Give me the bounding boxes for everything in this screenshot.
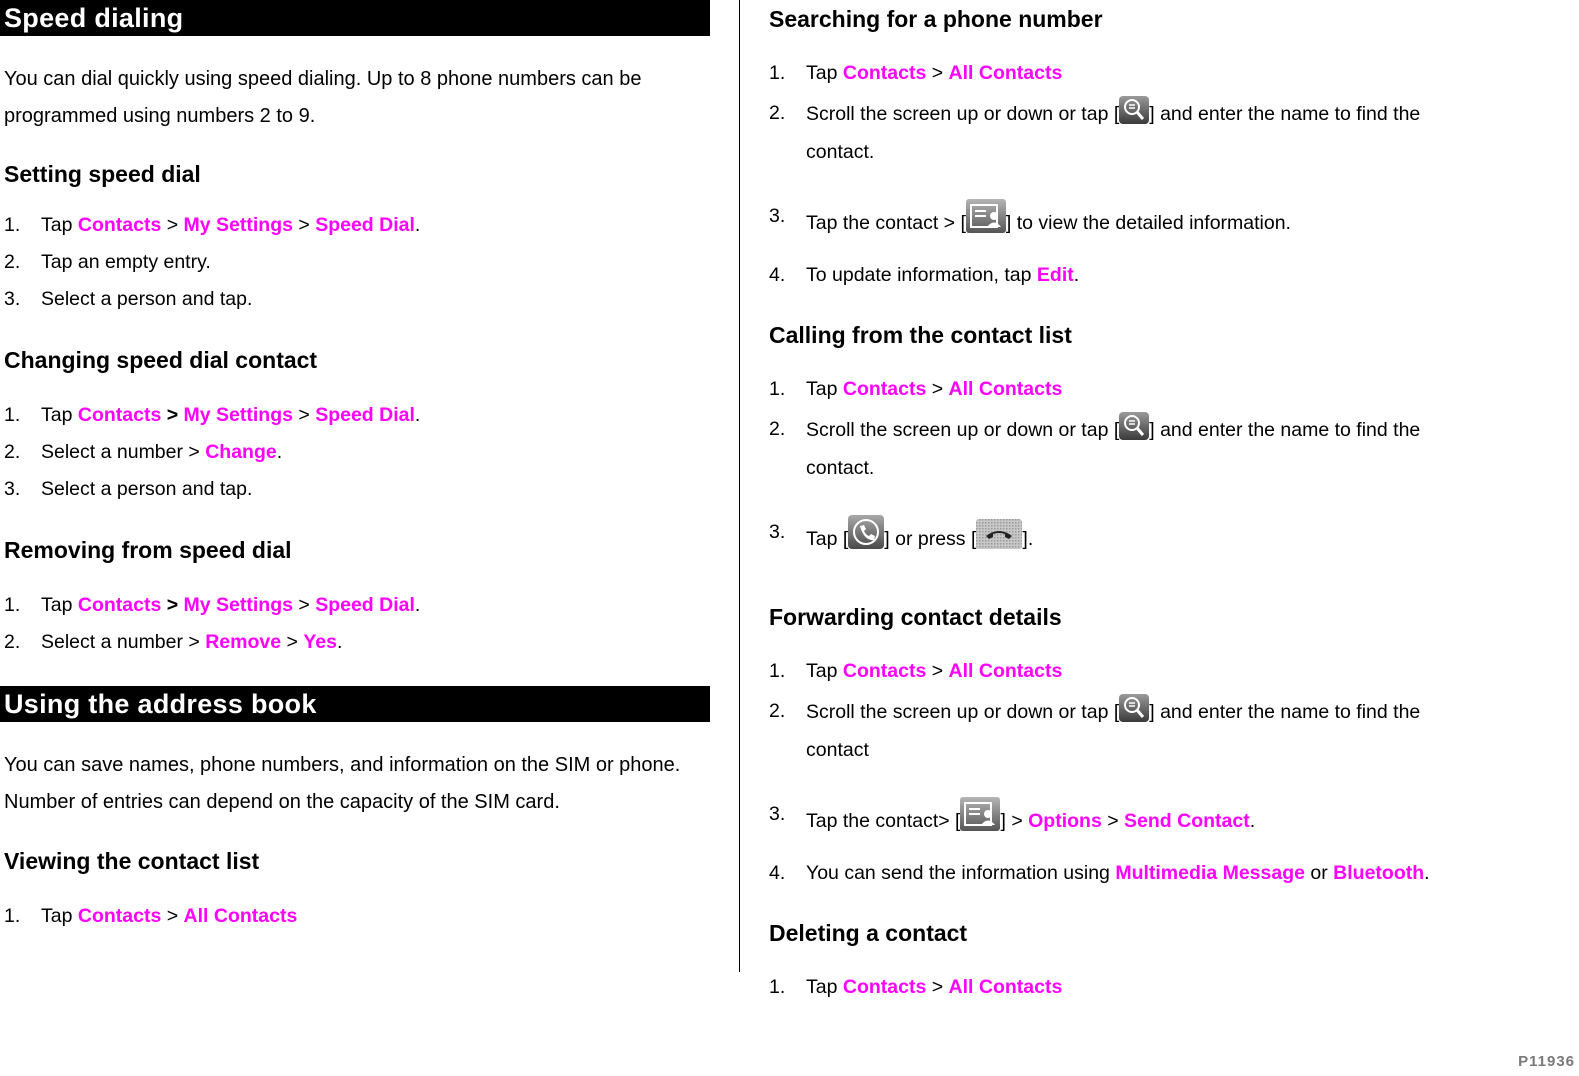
- list-item: 2. Scroll the screen up or down or tap [ ] and enter the name to find the contact.: [769, 412, 1569, 485]
- list-item: 3. Select a person and tap.: [4, 478, 253, 500]
- keyword-contacts: Contacts: [77, 404, 162, 426]
- call-icon: [848, 515, 884, 560]
- list-item: 4. To update information, tap Edit.: [769, 264, 1080, 286]
- keyword-edit: Edit: [1036, 264, 1074, 286]
- list-item: 3. Tap the contact> [ ] > Options > Send Contact.: [769, 797, 1569, 842]
- steps-searching: [769, 56, 1569, 292]
- keyword-send-contact: Send Contact: [1124, 810, 1250, 832]
- address-book-intro: You can save names, phone numbers, and information on the SIM or phone. Number of entries can depend on the capacity of the SIM card.: [4, 754, 681, 813]
- list-item: 1. Tap Contacts > All Contacts: [769, 660, 1063, 682]
- steps-setting-speed-dial: [0, 207, 710, 318]
- list-item: 1. Tap Contacts > My Settings > Speed Dial.: [4, 404, 421, 426]
- list-item: 3. Tap [ ] or press [ ].: [769, 515, 1569, 560]
- heading-calling: Calling from the contact list: [769, 322, 1072, 348]
- steps-changing-speed-dial: [0, 397, 710, 508]
- keyword-contacts: Contacts: [77, 905, 162, 927]
- list-item: 2. Scroll the screen up or down or tap [ ] and enter the name to find the contact: [769, 694, 1569, 767]
- steps-deleting: [769, 970, 1569, 1004]
- search-icon: [1119, 694, 1149, 733]
- keyword-contacts: Contacts: [842, 378, 927, 400]
- contact-details-icon: [966, 199, 1006, 244]
- list-item: 2. Select a number > Change.: [4, 441, 283, 463]
- list-item: 4. You can send the information using Multimedia Message or Bluetooth.: [769, 862, 1430, 884]
- contact-details-icon: [960, 797, 1000, 842]
- list-item: 1. Tap Contacts > My Settings > Speed Dial.: [4, 594, 421, 616]
- list-item: 1. Tap Contacts > All Contacts: [769, 378, 1063, 400]
- keyword-all-contacts: All Contacts: [948, 378, 1063, 400]
- list-item: 3. Select a person and tap.: [4, 288, 253, 310]
- section-title-address-book: Using the address book: [0, 686, 710, 722]
- list-item: 1. Tap Contacts > My Settings > Speed Dial.: [4, 214, 421, 236]
- keyword-options: Options: [1028, 810, 1102, 832]
- left-column: [0, 0, 710, 935]
- keyword-all-contacts: All Contacts: [183, 905, 298, 927]
- list-item: 1. Tap Contacts > All Contacts: [769, 62, 1063, 84]
- search-icon: [1119, 96, 1149, 135]
- steps-forwarding: [769, 654, 1569, 890]
- keyword-speed-dial: Speed Dial: [315, 214, 415, 236]
- keyword-my-settings: My Settings: [183, 594, 293, 616]
- keyword-all-contacts: All Contacts: [948, 976, 1063, 998]
- keyword-all-contacts: All Contacts: [948, 660, 1063, 682]
- keyword-contacts: Contacts: [842, 660, 927, 682]
- heading-deleting: Deleting a contact: [769, 920, 968, 946]
- keyword-contacts: Contacts: [77, 214, 162, 236]
- heading-viewing-contact-list: Viewing the contact list: [4, 848, 260, 874]
- right-column: [769, 0, 1569, 1004]
- keyword-change: Change: [205, 441, 277, 463]
- keyword-speed-dial: Speed Dial: [315, 594, 415, 616]
- search-icon: [1119, 412, 1149, 451]
- section-title-speed-dialing: Speed dialing: [0, 0, 710, 36]
- keyword-remove: Remove: [205, 631, 282, 653]
- list-item: 1. Tap Contacts > All Contacts: [769, 976, 1063, 998]
- heading-searching: Searching for a phone number: [769, 6, 1103, 32]
- steps-removing-speed-dial: [0, 587, 710, 661]
- end-call-key-icon: [976, 519, 1022, 560]
- list-item: 2. Tap an empty entry.: [4, 251, 211, 273]
- steps-viewing-contact-list: [0, 898, 710, 935]
- heading-changing-speed-dial: Changing speed dial contact: [4, 347, 318, 373]
- list-item: 2. Select a number > Remove > Yes.: [4, 631, 343, 653]
- keyword-contacts: Contacts: [842, 976, 927, 998]
- keyword-all-contacts: All Contacts: [948, 62, 1063, 84]
- keyword-multimedia-message: Multimedia Message: [1115, 862, 1305, 884]
- page-code: P11936: [1518, 1053, 1575, 1070]
- heading-removing-speed-dial: Removing from speed dial: [4, 537, 292, 563]
- steps-calling: [769, 372, 1569, 560]
- keyword-speed-dial: Speed Dial: [315, 404, 415, 426]
- list-item: 3. Tap the contact > [ ] to view the detailed information.: [769, 199, 1569, 244]
- keyword-my-settings: My Settings: [183, 404, 293, 426]
- list-item: 1. Tap Contacts > All Contacts: [4, 905, 298, 927]
- keyword-bluetooth: Bluetooth: [1333, 862, 1425, 884]
- heading-forwarding: Forwarding contact details: [769, 604, 1062, 630]
- keyword-yes: Yes: [303, 631, 337, 653]
- list-item: 2. Scroll the screen up or down or tap [ ] and enter the name to find the contact.: [769, 96, 1569, 169]
- keyword-contacts: Contacts: [77, 594, 162, 616]
- keyword-my-settings: My Settings: [183, 214, 293, 236]
- speed-dialing-intro: You can dial quickly using speed dialing. Up to 8 phone numbers can be programmed using numbers 2 to 9.: [4, 68, 642, 127]
- heading-setting-speed-dial: Setting speed dial: [4, 161, 201, 187]
- keyword-contacts: Contacts: [842, 62, 927, 84]
- column-divider: [739, 0, 740, 972]
